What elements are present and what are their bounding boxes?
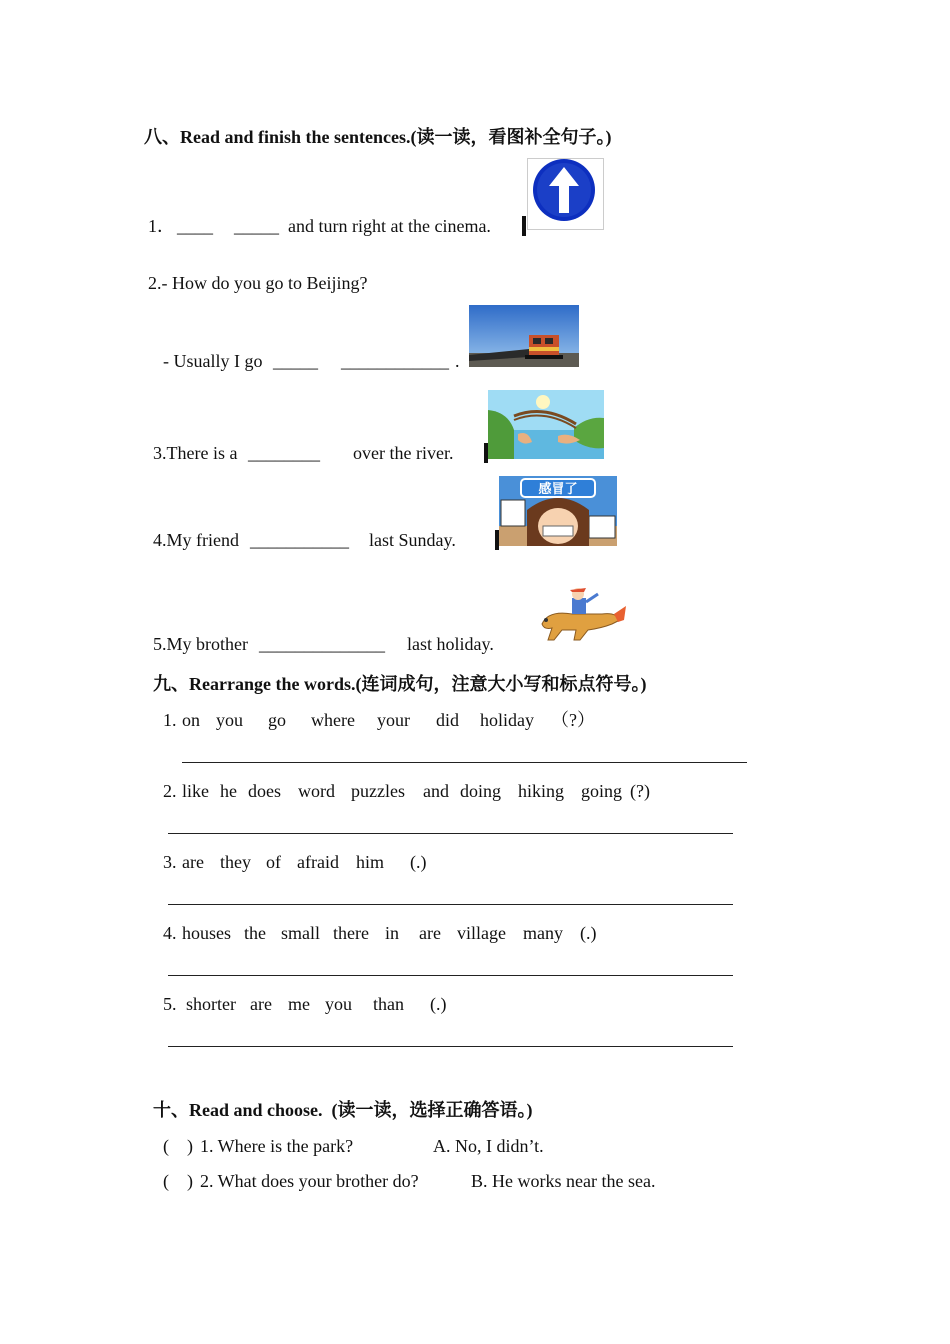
q5-prefix: 5.My brother xyxy=(153,634,248,654)
rearrange-3-number: 3. xyxy=(163,852,177,872)
q4-blank[interactable]: ___________ xyxy=(250,530,349,550)
punctuation: (.) xyxy=(580,923,597,943)
word: he xyxy=(220,781,237,801)
q3-prefix: 3.There is a xyxy=(153,443,238,463)
word: are xyxy=(419,923,441,943)
answer-line-4[interactable] xyxy=(168,975,733,976)
word: in xyxy=(385,923,400,943)
answer-line-3[interactable] xyxy=(168,904,733,905)
word: word xyxy=(298,781,335,801)
q5-blank[interactable]: ______________ xyxy=(259,634,385,654)
word: does xyxy=(248,781,281,801)
word: your xyxy=(377,710,410,730)
train-picture-icon xyxy=(469,305,579,367)
q2-period: . xyxy=(455,351,460,371)
word: houses xyxy=(182,923,231,943)
word: many xyxy=(523,923,563,943)
text-cursor xyxy=(522,216,526,236)
choice-paren-2[interactable]: ( ) xyxy=(163,1171,193,1191)
answer-line-2[interactable] xyxy=(168,833,733,834)
q4-prefix: 4.My friend xyxy=(153,530,239,550)
choice-paren-1[interactable]: ( ) xyxy=(163,1136,193,1156)
word: doing xyxy=(460,781,502,801)
section-9-heading: 九、Rearrange the words.(连词成句，注意大小写和标点符号。) xyxy=(153,674,647,694)
word: you xyxy=(216,710,243,730)
answer-line-1[interactable] xyxy=(182,762,747,763)
rearrange-2-number: 2. xyxy=(163,781,177,801)
q2-question: 2.- How do you go to Beijing? xyxy=(148,273,368,293)
word: afraid xyxy=(297,852,339,872)
word: did xyxy=(436,710,460,730)
word: like xyxy=(182,781,209,801)
word: where xyxy=(311,710,355,730)
word: the xyxy=(244,923,266,943)
word: puzzles xyxy=(351,781,405,801)
word: on xyxy=(182,710,200,730)
q1-number: 1． xyxy=(148,216,175,236)
punctuation: (?) xyxy=(630,781,650,801)
choice-question-2: 2. What does your brother do? xyxy=(200,1171,419,1191)
q2-answer-prefix: - Usually I go xyxy=(163,351,263,371)
word: and xyxy=(423,781,449,801)
punctuation: (.) xyxy=(410,852,427,872)
word: hiking xyxy=(518,781,565,801)
word: you xyxy=(325,994,352,1014)
word: are xyxy=(250,994,272,1014)
section-8-heading: 八、Read and finish the sentences.(读一读，看图补全句子。) xyxy=(144,127,612,147)
q1-blank-2[interactable]: _____ xyxy=(234,216,279,236)
word: than xyxy=(373,994,404,1014)
sick-label: 感冒了 xyxy=(538,482,578,497)
word: going xyxy=(581,781,623,801)
choice-question-1: 1. Where is the park? xyxy=(200,1136,354,1156)
sick-girl-picture-icon xyxy=(499,476,617,546)
section-10-heading: 十、Read and choose. (读一读，选择正确答语。) xyxy=(153,1100,533,1120)
q2-blank-2[interactable]: ____________ xyxy=(341,351,449,371)
q1-text: and turn right at the cinema. xyxy=(288,216,491,236)
q3-text: over the river. xyxy=(353,443,454,463)
word: of xyxy=(266,852,281,872)
word: shorter xyxy=(186,994,236,1014)
word: are xyxy=(182,852,204,872)
arrow-up-sign-icon xyxy=(527,158,604,230)
word: holiday xyxy=(480,710,534,730)
word: go xyxy=(268,710,286,730)
word: me xyxy=(288,994,310,1014)
bridge-picture-icon xyxy=(488,390,604,459)
boy-riding-horse-picture-icon xyxy=(528,586,628,644)
rearrange-5-number: 5. xyxy=(163,994,177,1014)
choice-answer-b: B. He works near the sea. xyxy=(471,1171,656,1191)
word: village xyxy=(457,923,506,943)
rearrange-1-number: 1. xyxy=(163,710,177,730)
punctuation: （?） xyxy=(551,710,595,730)
punctuation: (.) xyxy=(430,994,447,1014)
q2-blank-1[interactable]: _____ xyxy=(273,351,318,371)
q4-text: last Sunday. xyxy=(369,530,456,550)
rearrange-4-number: 4. xyxy=(163,923,177,943)
word: there xyxy=(333,923,369,943)
q3-blank[interactable]: ________ xyxy=(248,443,320,463)
word: small xyxy=(281,923,320,943)
word: they xyxy=(220,852,251,872)
answer-line-5[interactable] xyxy=(168,1046,733,1047)
choice-answer-a: A. No, I didn’t. xyxy=(433,1136,544,1156)
q5-text: last holiday. xyxy=(407,634,494,654)
q1-blank-1[interactable]: ____ xyxy=(177,216,213,236)
word: him xyxy=(356,852,385,872)
